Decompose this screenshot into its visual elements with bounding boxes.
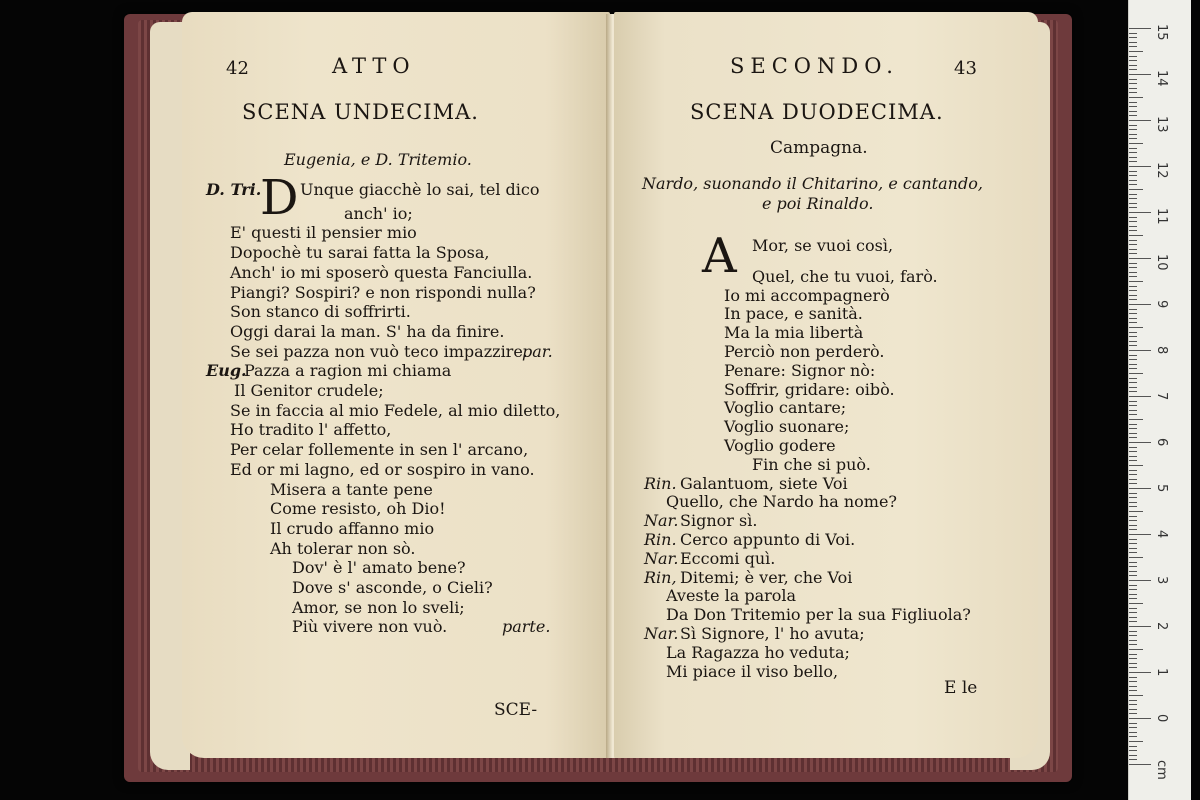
speaker-label: Rin. [644,473,677,493]
verse-line: Da Don Tritemio per la sua Figliuola? [666,605,971,625]
ruler-tick [1129,759,1137,760]
ruler-number: 1 [1154,668,1169,677]
ruler-tick [1129,447,1137,448]
ruler-tick [1129,479,1137,480]
ruler-tick [1129,548,1137,549]
running-head: SECONDO. [730,54,899,78]
ruler-tick [1129,290,1137,291]
verse-line: Dov' è l' amato bene? [292,558,466,578]
verse-line: Ditemi; è ver, che Voi [680,567,853,587]
ruler-tick [1129,33,1137,34]
verse-line: Il crudo affanno mio [270,518,435,538]
ruler-tick [1129,649,1143,650]
ruler-tick [1129,267,1137,268]
speaker-label: Eug. [206,361,247,381]
ruler-tick [1129,28,1151,29]
ruler-tick [1129,327,1143,328]
ruler-tick [1129,106,1137,107]
ruler-number: 4 [1154,530,1169,539]
verse-line: Voglio godere [724,436,836,455]
ruler-tick [1129,672,1151,673]
speaker-label: Nar. [644,624,679,643]
ruler-tick [1129,603,1143,604]
ruler-tick [1129,589,1137,590]
ruler-tick [1129,341,1137,342]
verse-line: Soffrir, gridare: oibò. [724,379,895,399]
ruler-tick [1129,497,1137,498]
ruler-tick [1129,355,1137,356]
ruler-tick [1129,686,1137,687]
ruler-number: 12 [1154,162,1169,179]
ruler-tick [1129,746,1137,747]
ruler-tick [1129,129,1137,130]
ruler-tick [1129,704,1137,705]
ruler-tick [1129,387,1137,388]
ruler-tick [1129,396,1151,397]
ruler-tick [1129,74,1151,75]
ruler-tick [1129,125,1137,126]
ruler-tick [1129,631,1137,632]
ruler-tick [1129,134,1137,135]
verse-line: Quello, che Nardo ha nome? [666,492,897,512]
ruler-tick [1129,460,1137,461]
ruler-tick [1129,138,1137,139]
ruler-number: 9 [1154,300,1169,309]
stage-direction: parte. [502,617,551,637]
ruler-tick [1129,51,1143,52]
ruler-tick [1129,79,1137,80]
ruler-tick [1129,322,1137,323]
ruler-tick [1129,451,1137,452]
ruler-tick [1129,281,1143,282]
ruler-tick [1129,332,1137,333]
ruler-tick [1129,456,1137,457]
ruler-tick [1129,410,1137,411]
verse-line: Voglio cantare; [724,398,847,418]
ruler-tick [1129,309,1137,310]
ruler-tick [1129,511,1143,512]
ruler-tick [1129,428,1137,429]
ruler-tick [1129,621,1137,622]
ruler-tick [1129,575,1137,576]
ruler-unit: cm [1154,760,1169,780]
verse-line: Quel, che tu vuoi, farò. [752,266,938,286]
ruler-tick [1129,336,1137,337]
verse-line: Anch' io mi sposerò questa Fanciulla. [230,262,533,282]
ruler-tick [1129,474,1137,475]
ruler-tick [1129,424,1137,425]
ruler-tick [1129,608,1137,609]
ruler-tick [1129,253,1137,254]
ruler-tick [1129,171,1137,172]
ruler-tick [1129,152,1137,153]
ruler-tick [1129,221,1137,222]
verse-line: anch' io; [344,203,413,223]
ruler-tick [1129,539,1137,540]
verse-line: Dopochè tu sarai fatta la Sposa, [230,243,490,263]
speaker-label: Nar. [644,511,679,531]
ruler-number: 8 [1154,346,1169,355]
ruler-tick [1129,364,1137,365]
verse-line: Come resisto, oh Dio! [270,499,446,519]
page-number: 42 [226,58,249,79]
ruler-tick [1129,161,1137,162]
ruler-tick [1129,750,1137,751]
ruler-tick [1129,658,1137,659]
drop-cap-initial: D [260,170,299,226]
ruler-tick [1129,143,1143,144]
verse-line: Fin che si può. [752,454,871,474]
ruler-tick [1129,700,1137,701]
ruler-number: 6 [1154,438,1169,447]
ruler-number: 15 [1154,24,1169,41]
ruler-tick [1129,166,1151,167]
ruler-tick [1129,244,1137,245]
ruler-tick [1129,718,1151,719]
ruler-tick [1129,677,1137,678]
verse-line: La Ragazza ho veduta; [666,642,850,662]
ruler-tick [1129,488,1151,489]
ruler-tick [1129,272,1137,273]
ruler-tick [1129,373,1143,374]
verse-line: Ed or mi lagno, ed or sospiro in vano. [230,459,535,479]
ruler-tick [1129,736,1137,737]
ruler-tick [1129,304,1151,305]
ruler-tick [1129,249,1137,250]
ruler-tick [1129,401,1137,402]
ruler-tick [1129,198,1137,199]
ruler-tick [1129,437,1137,438]
ruler-tick [1129,571,1137,572]
ruler-tick [1129,534,1151,535]
ruler-tick [1129,313,1137,314]
ruler-tick [1129,391,1137,392]
verse-line: Mor, se vuoi così, [752,236,894,255]
ruler-tick [1129,470,1137,471]
ruler-tick [1129,516,1137,517]
scene-setting: Campagna. [770,138,868,158]
ruler-tick [1129,359,1137,360]
ruler-tick [1129,184,1137,185]
catchword: E le [944,678,978,698]
verse-line: E' questi il pensier mio [230,223,417,243]
ruler-number: 2 [1154,622,1169,631]
ruler-tick [1129,442,1151,443]
verse-line: Perciò non perderò. [724,342,885,361]
page-number: 43 [954,58,977,79]
ruler-tick [1129,157,1137,158]
ruler-tick [1129,111,1137,112]
ruler-number: 0 [1154,714,1169,723]
ruler-tick [1129,194,1137,195]
ruler-tick [1129,764,1151,765]
ruler-tick [1129,755,1137,756]
verse-line: Piangi? Sospiri? e non rispondi nulla? [230,282,536,302]
ruler-tick [1129,263,1137,264]
verse-line: Oggi darai la man. S' ha da finire. [230,321,505,341]
ruler-tick [1129,580,1151,581]
ruler-tick [1129,695,1143,696]
verse-line: Cerco appunto di Voi. [680,530,856,549]
ruler-tick [1129,46,1137,47]
verse-line: Amor, se non lo sveli; [292,597,465,617]
ruler-number: 13 [1154,116,1169,133]
drop-cap-initial: A [702,228,737,284]
ruler-tick [1129,88,1137,89]
verse-line: Penare: Signor nò: [724,360,876,380]
ruler-tick [1129,203,1137,204]
ruler-tick [1129,640,1137,641]
ruler-tick [1129,65,1137,66]
character-list: Eugenia, e D. Tritemio. [284,150,472,169]
ruler-number: 14 [1154,70,1169,87]
ruler-tick [1129,723,1137,724]
verse-line: Aveste la parola [666,586,797,606]
ruler-tick [1129,235,1143,236]
ruler-number: 11 [1154,208,1169,225]
ruler-tick [1129,258,1151,259]
ruler-number: 5 [1154,484,1169,493]
verse-line: Ho tradito l' affetto, [230,420,392,440]
verse-line: Se in faccia al mio Fedele, al mio diletto, [230,400,561,420]
ruler-tick [1129,148,1137,149]
ruler-tick [1129,37,1137,38]
verse-line: Ah tolerar non sò. [270,538,416,558]
verse-line: In pace, e sanità. [724,304,863,324]
verse-line: Voglio suonare; [724,417,850,437]
verse-line: Se sei pazza non vuò teco impazzire. [230,341,528,361]
ruler-tick [1129,663,1137,664]
ruler-tick [1129,741,1143,742]
verse-line: Ma la mia libertà [724,323,864,343]
speaker-label: Rin. [644,530,677,549]
speaker-label: Nar. [644,548,679,568]
scene-title: SCENA DUODECIMA. [690,100,944,124]
ruler-tick [1129,667,1137,668]
ruler-tick [1129,709,1137,710]
ruler-tick [1129,626,1151,627]
verse-line: Dove s' asconde, o Cieli? [292,578,493,597]
ruler-tick [1129,212,1151,213]
verse-line: Son stanco di soffrirti. [230,302,411,322]
left-page [182,12,610,758]
character-list: Nardo, suonando il Chitarino, e cantando, [642,174,983,193]
ruler-tick [1129,525,1137,526]
verse-line: Per celar follemente in sen l' arcano, [230,440,529,460]
ruler-tick [1129,506,1137,507]
ruler-tick [1129,299,1137,300]
ruler-tick [1129,520,1137,521]
ruler-tick [1129,102,1137,103]
verse-line: Io mi accompagnerò [724,285,890,305]
ruler-tick [1129,92,1137,93]
ruler-tick [1129,378,1137,379]
ruler-tick [1129,276,1137,277]
ruler-tick [1129,681,1137,682]
ruler-tick [1129,585,1137,586]
ruler-tick [1129,295,1137,296]
verse-line: Pazza a ragion mi chiama [244,361,452,381]
ruler-tick [1129,433,1137,434]
verse-line: Galantuom, siete Voi [680,473,848,493]
verse-line: Mi piace il viso bello, [666,661,839,681]
ruler-tick [1129,557,1143,558]
catchword: SCE- [494,700,538,720]
ruler-tick [1129,502,1137,503]
stage-direction: par. [522,341,553,361]
ruler-tick [1129,493,1137,494]
ruler-number: 10 [1154,254,1169,271]
ruler-tick [1129,318,1137,319]
verse-line: Più vivere non vuò. [292,617,448,637]
ruler-tick [1129,115,1137,116]
ruler-tick [1129,120,1151,121]
ruler-tick [1129,189,1143,190]
ruler-tick [1129,97,1143,98]
scene-title: SCENA UNDECIMA. [242,100,479,124]
right-page [614,12,1038,758]
ruler-tick [1129,286,1137,287]
ruler-tick [1129,552,1137,553]
ruler-tick [1129,644,1137,645]
verse-line: Il Genitor crudele; [234,381,384,400]
speaker-label: D. Tri. [206,180,262,199]
verse-line: Eccomi quì. [680,548,776,568]
running-head: ATTO [332,54,416,78]
ruler-tick [1129,217,1137,218]
ruler-tick [1129,56,1137,57]
verse-line: Signor sì. [680,511,758,531]
ruler-tick [1129,345,1137,346]
ruler-tick [1129,414,1137,415]
ruler-tick [1129,419,1143,420]
ruler-tick [1129,529,1137,530]
ruler-tick [1129,350,1151,351]
ruler-tick [1129,732,1137,733]
ruler-tick [1129,612,1137,613]
ruler-tick [1129,69,1137,70]
speaker-label: Rin, [644,567,677,587]
ruler-tick [1129,368,1137,369]
ruler-tick [1129,382,1137,383]
ruler-tick [1129,654,1137,655]
ruler-tick [1129,713,1137,714]
ruler-tick [1129,543,1137,544]
ruler-tick [1129,230,1137,231]
ruler-tick [1129,465,1143,466]
ruler-tick [1129,690,1137,691]
ruler-tick [1129,483,1137,484]
ruler-tick [1129,180,1137,181]
ruler-number: 7 [1154,392,1169,401]
ruler-tick [1129,240,1137,241]
verse-line: Misera a tante pene [270,479,433,499]
ruler-tick [1129,60,1137,61]
ruler-tick [1129,175,1137,176]
verse-line: Unque giacchè lo sai, tel dico [300,180,540,199]
measuring-ruler [1128,0,1191,800]
ruler-tick [1129,617,1137,618]
verse-line: Sì Signore, l' ho avuta; [680,624,865,643]
ruler-tick [1129,226,1137,227]
ruler-tick [1129,594,1137,595]
ruler-tick [1129,42,1137,43]
ruler-tick [1129,598,1137,599]
ruler-number: 3 [1154,576,1169,585]
ruler-tick [1129,405,1137,406]
ruler-tick [1129,635,1137,636]
ruler-tick [1129,566,1137,567]
ruler-tick [1129,207,1137,208]
ruler-tick [1129,562,1137,563]
character-list-continued: e poi Rinaldo. [762,194,874,213]
ruler-tick [1129,727,1137,728]
ruler-tick [1129,83,1137,84]
